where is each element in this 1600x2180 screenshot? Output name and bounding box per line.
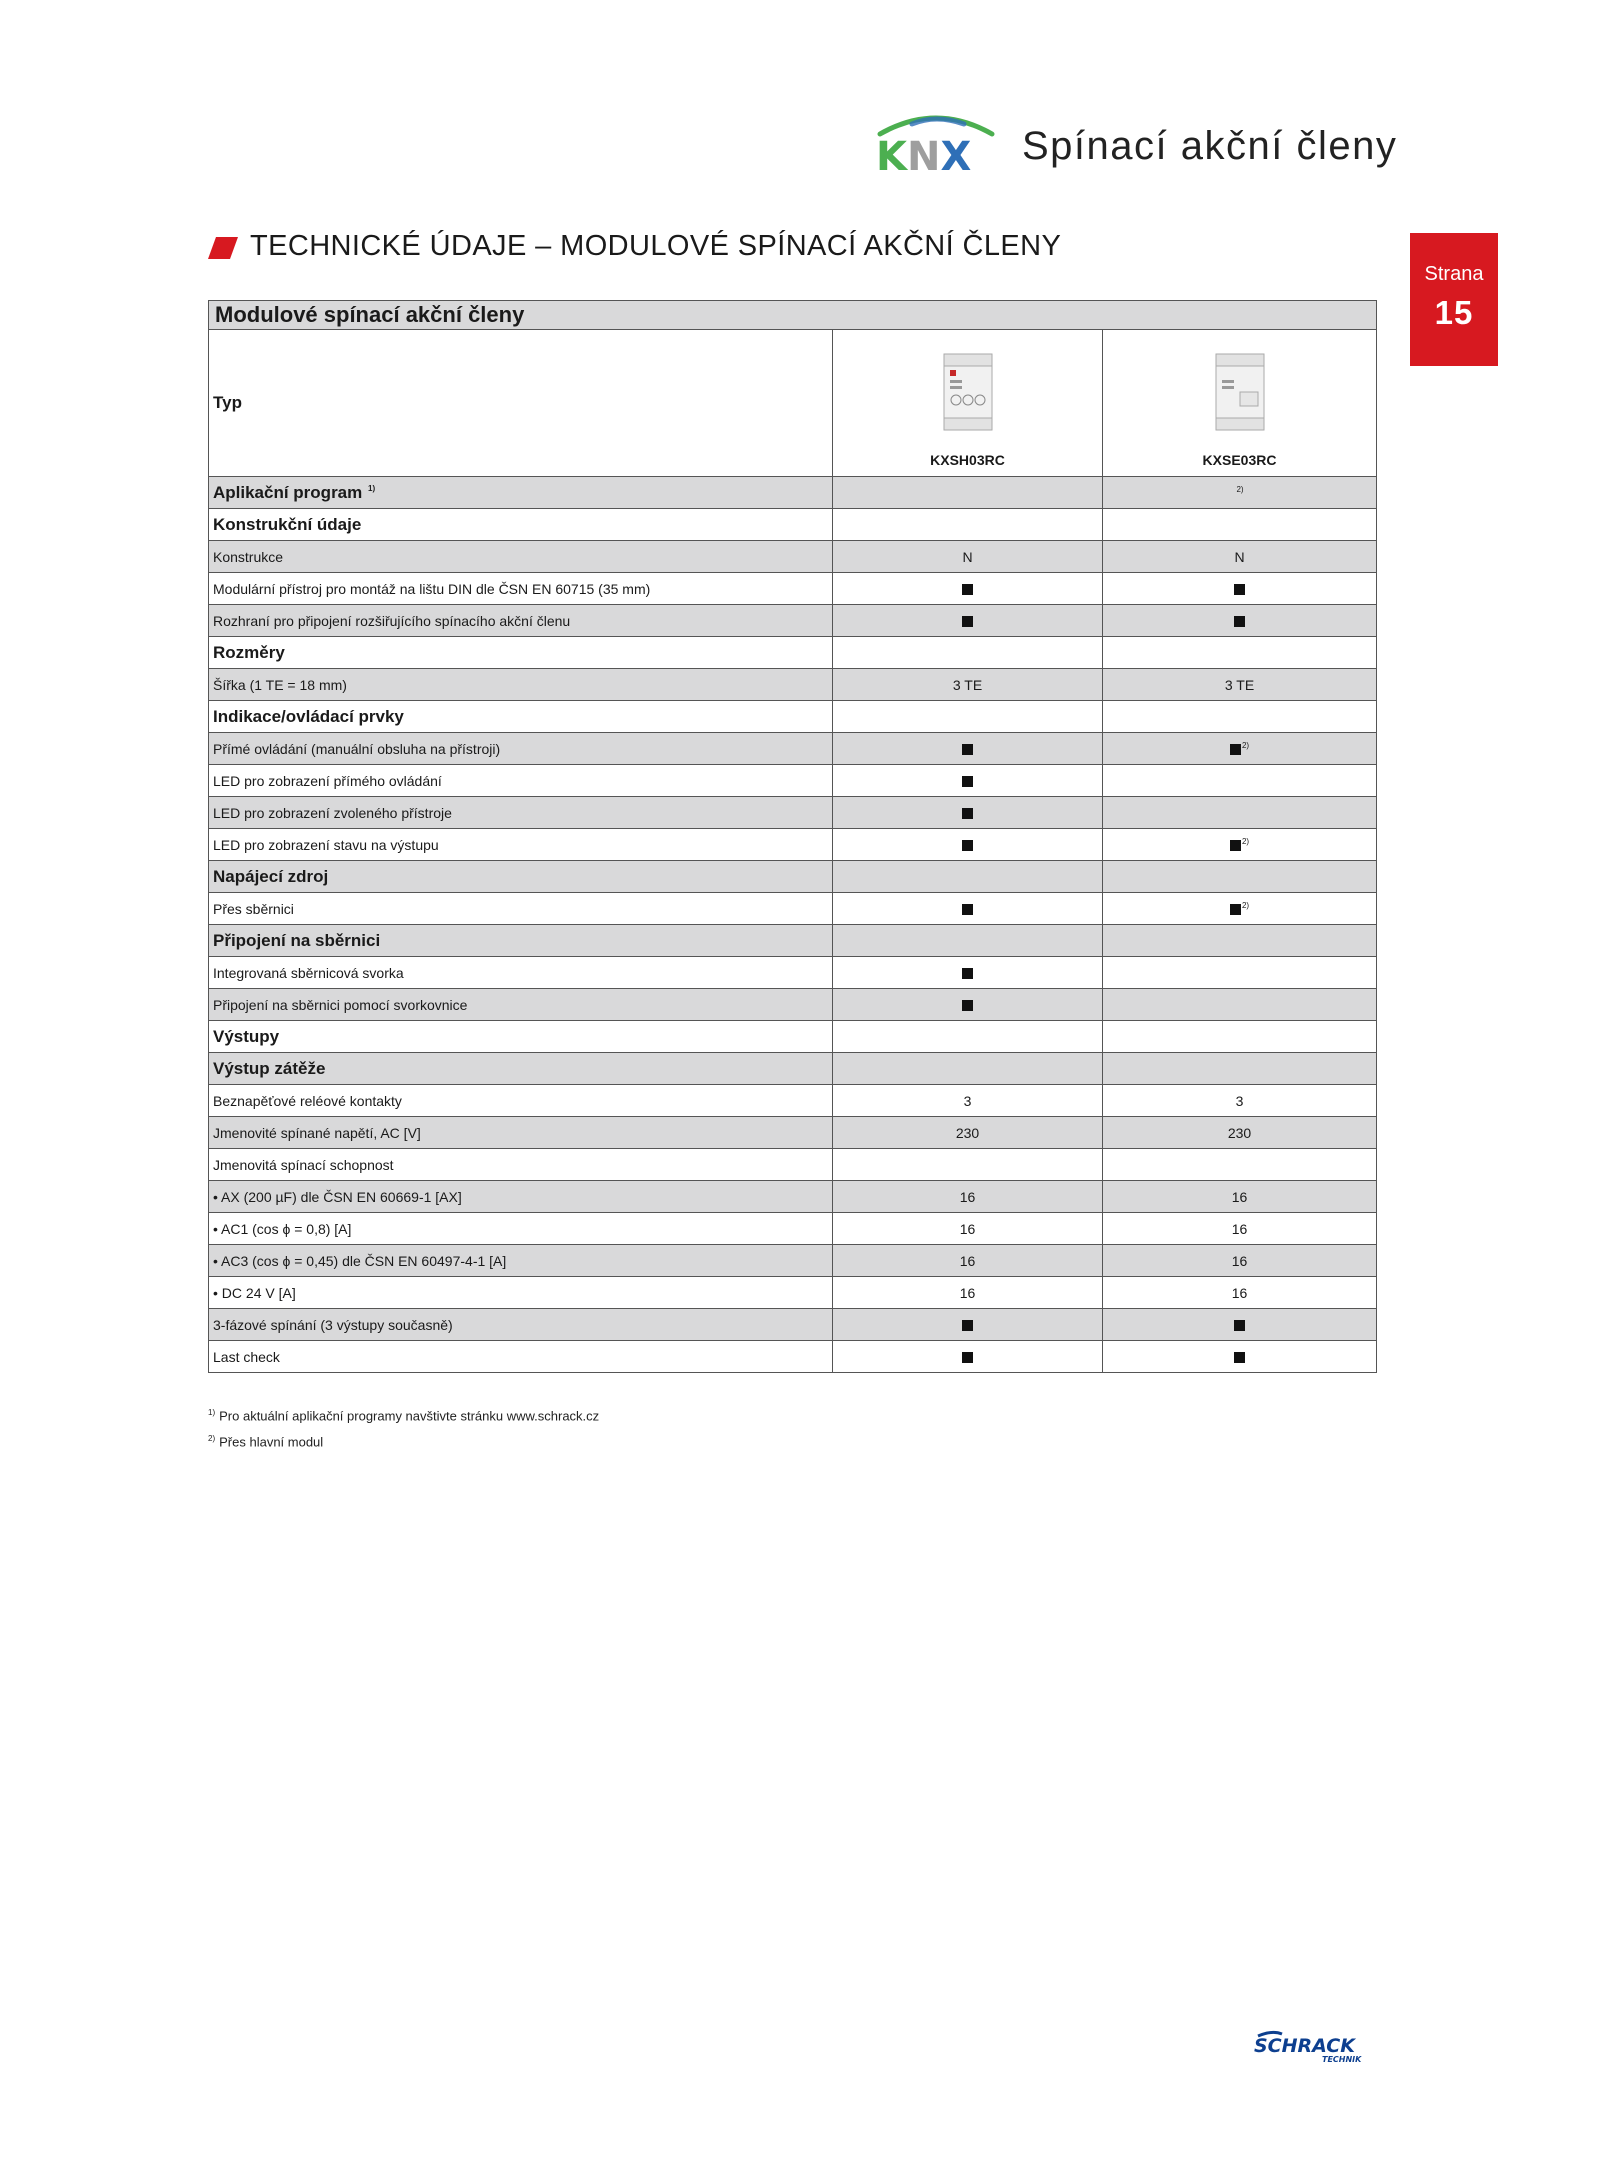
value-cell-2 [1103,1341,1377,1373]
value-cell-1 [833,861,1103,893]
cell-value: 230 [955,1124,980,1141]
filled-square-icon [962,1352,973,1363]
row-label-cell [209,605,833,637]
footnote-mark: 2) [208,1434,216,1443]
value-cell-1 [833,733,1103,765]
value-cell-2 [1103,605,1377,637]
row-label: Konstrukce [213,548,284,565]
filled-square-icon [962,968,973,979]
spec-table [208,300,1377,1373]
header-title: Spínací akční členy [1022,124,1398,168]
table-row [209,509,1377,541]
table-row [209,797,1377,829]
footnotes [208,1408,599,1460]
row-label: LED pro zobrazení zvoleného přístroje [213,804,452,821]
cell-value: 3 [963,1092,972,1109]
knx-logo [872,108,1000,174]
row-label-cell [209,701,833,733]
filled-square-icon [962,1320,973,1331]
value-cell-2 [1103,925,1377,957]
footnote-ref: 2) [1241,836,1250,846]
row-label-cell [209,573,833,605]
footnote-1 [208,1408,599,1434]
schrack-logo [1252,2030,1376,2064]
value-cell-2 [1103,1181,1377,1213]
table-row [209,1149,1377,1181]
value-cell-1 [833,509,1103,541]
row-label: Výstup zátěže [213,1058,326,1078]
row-label-cell [209,669,833,701]
table-row [209,733,1377,765]
value-cell-1 [833,1149,1103,1181]
row-label: • AC1 (cos ϕ = 0,8) [A] [213,1220,352,1237]
row-label-cell [209,541,833,573]
value-cell-1 [833,1053,1103,1085]
table-row [209,1053,1377,1085]
value-cell-2 [1103,1309,1377,1341]
value-cell-2 [1103,1213,1377,1245]
product-cell-1 [833,330,1103,477]
value-cell-1 [833,477,1103,509]
table-row [209,541,1377,573]
value-cell-2 [1103,957,1377,989]
value-cell-2 [1103,733,1377,765]
value-cell-1 [833,1245,1103,1277]
cell-value: 3 TE [1224,676,1255,693]
table-row [209,1181,1377,1213]
footnote-mark: 1) [208,1408,216,1417]
footnote-ref: 1) [368,483,376,493]
value-cell-1 [833,989,1103,1021]
value-cell-2 [1103,861,1377,893]
filled-square-icon [962,808,973,819]
filled-square-icon [1234,616,1245,627]
table-row [209,765,1377,797]
table-row [209,605,1377,637]
cell-value: 16 [959,1220,976,1237]
value-cell-2 [1103,1021,1377,1053]
row-label: Beznapěťové reléové kontakty [213,1092,402,1109]
filled-square-icon [1234,584,1245,595]
product-code: KXSE03RC [1202,452,1277,468]
row-label: • DC 24 V [A] [213,1284,296,1301]
footnote-ref: 2) [1241,740,1250,750]
row-label: Jmenovité spínané napětí, AC [V] [213,1124,421,1141]
row-label: Rozměry [213,642,285,662]
value-cell-1 [833,829,1103,861]
knx-logo-letter: X [940,134,972,174]
value-cell-1 [833,765,1103,797]
value-cell-2 [1103,893,1377,925]
cell-value: 16 [959,1252,976,1269]
row-label: Modulární přístroj pro montáž na lištu DIN dle ČSN EN 60715 (35 mm) [213,580,651,597]
value-cell-2 [1103,797,1377,829]
footnote-text: Přes hlavní modul [219,1434,324,1450]
row-label-cell [209,829,833,861]
value-cell-2 [1103,829,1377,861]
value-cell-1 [833,1309,1103,1341]
schrack-sub: TECHNIK [1322,2055,1362,2064]
row-label: Šířka (1 TE = 18 mm) [213,676,347,693]
row-label-cell [209,925,833,957]
row-label-cell [209,1181,833,1213]
cell-value: 16 [1231,1188,1248,1205]
value-cell-1 [833,893,1103,925]
cell-value: 16 [959,1284,976,1301]
value-cell-1 [833,1341,1103,1373]
value-cell-2 [1103,701,1377,733]
row-label: 3-fázové spínání (3 výstupy současně) [213,1316,453,1333]
knx-logo-letter: N [907,134,941,174]
cell-value: 230 [1227,1124,1252,1141]
filled-square-icon [962,584,973,595]
row-label: Jmenovitá spínací schopnost [213,1156,394,1173]
value-cell-1 [833,1021,1103,1053]
value-cell-1 [833,797,1103,829]
table-row [209,925,1377,957]
product-cell-2 [1103,330,1377,477]
table-row [209,477,1377,509]
row-label-cell [209,1213,833,1245]
filled-square-icon [1230,840,1241,851]
table-row [209,573,1377,605]
row-label-cell [209,1053,833,1085]
din-rail-actuator-image [940,352,996,432]
value-cell-2 [1103,765,1377,797]
table-row [209,1245,1377,1277]
row-label-cell [209,1021,833,1053]
row-label: Rozhraní pro připojení rozšiřujícího spínacího akční členu [213,612,571,629]
value-cell-1 [833,1181,1103,1213]
table-row [209,1277,1377,1309]
value-cell-2 [1103,1085,1377,1117]
row-label-cell [209,893,833,925]
row-label: Konstrukční údaje [213,514,362,534]
page-label: Strana [1424,263,1484,285]
value-cell-1 [833,637,1103,669]
value-cell-2 [1103,1245,1377,1277]
value-cell-2 [1103,989,1377,1021]
row-label: Integrovaná sběrnicová svorka [213,964,404,981]
row-label-cell [209,861,833,893]
table-row [209,1213,1377,1245]
section-title: TECHNICKÉ ÚDAJE – MODULOVÉ SPÍNACÍ AKČNÍ ČLENY [250,230,1062,262]
table-title: Modulové spínací akční členy [209,301,1377,330]
row-label: Přes sběrnici [213,900,294,917]
schrack-brand: SCHRACK [1254,2035,1355,2057]
table-row [209,1117,1377,1149]
filled-square-icon [1234,1320,1245,1331]
footnote-2 [208,1434,599,1460]
product-code: KXSH03RC [930,452,1005,468]
cell-value: 3 [1235,1092,1244,1109]
footnote-ref: 2) [1241,900,1250,910]
value-cell-1 [833,1277,1103,1309]
row-label-cell [209,1309,833,1341]
knx-logo-k [876,134,971,174]
filled-square-icon [1234,1352,1245,1363]
value-cell-2 [1103,1053,1377,1085]
table-row [209,1021,1377,1053]
cell-value: N [1234,548,1245,565]
value-cell-1 [833,1117,1103,1149]
row-label-cell [209,989,833,1021]
row-label: Napájecí zdroj [213,866,329,886]
row-label-cell [209,1149,833,1181]
table-row [209,1341,1377,1373]
value-cell-1 [833,1085,1103,1117]
page-number-tab [1410,233,1498,366]
type-row [209,330,1377,477]
row-label-cell [209,509,833,541]
table-row [209,861,1377,893]
row-label: Indikace/ovládací prvky [213,706,404,726]
cell-value: N [962,548,973,565]
row-label: LED pro zobrazení stavu na výstupu [213,836,439,853]
row-label-cell [209,1277,833,1309]
filled-square-icon [1230,904,1241,915]
type-label: Typ [213,393,242,412]
filled-square-icon [962,776,973,787]
row-label: Připojení na sběrnici [213,930,381,950]
value-cell-1 [833,925,1103,957]
cell-value: 16 [1231,1284,1248,1301]
knx-logo-letter: K [876,134,907,174]
value-cell-2 [1103,1149,1377,1181]
row-label-cell [209,957,833,989]
section-marker-icon [208,237,238,259]
value-cell-1 [833,701,1103,733]
table-row [209,637,1377,669]
row-label: Last check [213,1348,280,1365]
table-row [209,669,1377,701]
row-label: Výstupy [213,1026,280,1046]
value-cell-2 [1103,477,1377,509]
spec-table-body [209,301,1377,1373]
value-cell-2 [1103,541,1377,573]
row-label-cell [209,637,833,669]
row-label: Přímé ovládání (manuální obsluha na přístroji) [213,740,501,757]
row-label-cell [209,733,833,765]
filled-square-icon [962,744,973,755]
row-label-cell [209,1341,833,1373]
row-label: Připojení na sběrnici pomocí svorkovnice [213,996,468,1013]
table-row [209,989,1377,1021]
table-row [209,893,1377,925]
table-row [209,1085,1377,1117]
table-row [209,829,1377,861]
value-cell-2 [1103,509,1377,541]
cell-value: 16 [1231,1220,1248,1237]
row-label: • AX (200 µF) dle ČSN EN 60669-1 [AX] [213,1188,462,1205]
cell-value: 16 [959,1188,976,1205]
din-rail-actuator-image [1212,352,1268,432]
value-cell-1 [833,573,1103,605]
table-row [209,1309,1377,1341]
value-cell-2 [1103,669,1377,701]
row-label-cell [209,1245,833,1277]
filled-square-icon [962,1000,973,1011]
value-cell-2 [1103,1277,1377,1309]
row-label-cell [209,797,833,829]
filled-square-icon [962,840,973,851]
row-label-cell [209,1117,833,1149]
value-cell-1 [833,957,1103,989]
row-label-cell [209,1085,833,1117]
table-row [209,957,1377,989]
value-cell-1 [833,1213,1103,1245]
row-label-cell [209,765,833,797]
row-label-cell [209,477,833,509]
cell-value: 16 [1231,1252,1248,1269]
filled-square-icon [962,904,973,915]
row-label: LED pro zobrazení přímého ovládání [213,772,442,789]
value-cell-2 [1103,1117,1377,1149]
value-cell-1 [833,669,1103,701]
table-row [209,701,1377,733]
value-cell-2 [1103,637,1377,669]
value-cell-2 [1103,573,1377,605]
row-label: Aplikační program [213,482,363,502]
value-cell-1 [833,605,1103,637]
table-title-row [209,301,1377,330]
row-label: • AC3 (cos ϕ = 0,45) dle ČSN EN 60497-4-1 [A] [213,1252,507,1269]
filled-square-icon [1230,744,1241,755]
value-cell-1 [833,541,1103,573]
page-number: 15 [1434,294,1474,331]
footnote-text: Pro aktuální aplikační programy navštivte stránku www.schrack.cz [219,1408,600,1424]
footnote-ref: 2) [1236,484,1244,494]
filled-square-icon [962,616,973,627]
cell-value: 3 TE [952,676,983,693]
type-label-cell [209,330,833,477]
